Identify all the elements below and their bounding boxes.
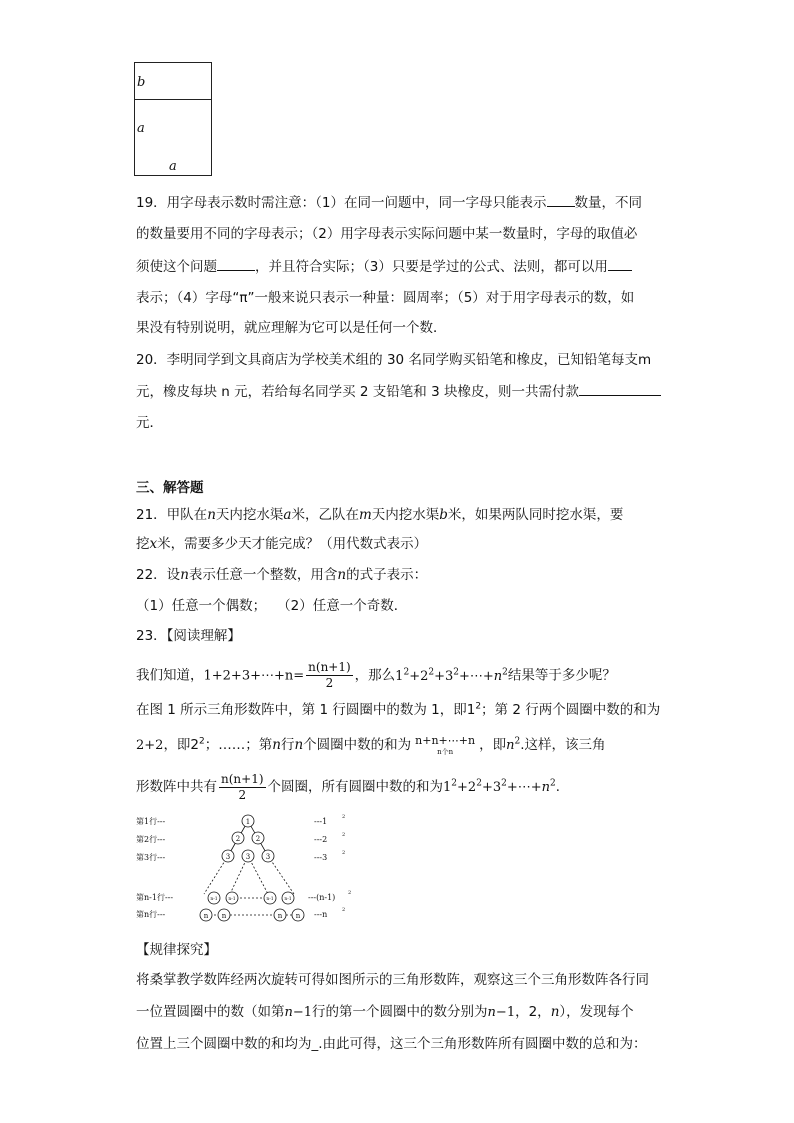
circle-2a: 2 xyxy=(235,835,241,843)
q19-blank-3 xyxy=(608,256,632,271)
q21-line1 xyxy=(136,505,623,525)
q19-text-1a: 19．用字母表示数时需注意：（1）在同一问题中，同一字母只能表示 xyxy=(136,195,547,211)
q20-line1: 20．李明同学到文具商店为学校美术组的 30 名同学购买铅笔和橡皮，已知铅笔每支m xyxy=(136,352,652,368)
q21-text-1a: 21．甲队在 xyxy=(136,507,208,523)
svg-text:2: 2 xyxy=(342,850,346,856)
q21-text-1c: 米，乙队在 xyxy=(291,507,359,523)
q21-text-1d: 天内挖水渠 xyxy=(371,507,440,523)
circle-3a: 3 xyxy=(225,853,231,861)
circle-nb: n xyxy=(221,912,227,920)
q23-frac-3 xyxy=(219,772,266,803)
q22-var-n2: n xyxy=(337,567,347,583)
q21-text-1e: 米，如果两队同时挖水渠，要 xyxy=(447,507,624,523)
q21-var-a: a xyxy=(283,507,292,523)
q23-para3: 2+2，即$2^2$；……；第n行n个圆圈中数的和为 n+n+⋯+n n个n ，即$n^2$.这样，该三角 xyxy=(136,734,606,756)
q23-text-3b: ，即2 xyxy=(163,737,200,753)
q23-text-3e: 个圆圈中数的和为 xyxy=(303,737,412,753)
q23-para2: 在图 1 所示三角形数阵中，第 1 行圆圈中的数为 1，即$1^2$；第 2 行两个圆圈中数的和为 xyxy=(136,701,661,718)
rectangle-divider xyxy=(135,99,211,100)
frac2-top: n+n+⋯+n xyxy=(415,734,476,747)
svg-text:2: 2 xyxy=(342,814,346,820)
q22-line2: （1）任意一个偶数； （2）任意一个奇数． xyxy=(136,598,408,614)
row-label-3: 第3行--- xyxy=(136,853,166,862)
label-b: b xyxy=(137,75,146,90)
svg-text:2: 2 xyxy=(342,832,346,838)
row-sum-1: ---1 xyxy=(314,817,328,826)
q20-line3: 元． xyxy=(136,415,163,431)
row-sum-n: ---n xyxy=(314,910,328,919)
label-a-bottom: a xyxy=(169,159,177,174)
frac3-denominator: 2 xyxy=(238,787,247,802)
q23-para4 xyxy=(136,770,560,805)
circle-n1d: n-1 xyxy=(284,897,292,902)
frac2-bottom: n个n xyxy=(437,748,454,756)
rule-title: 【规律探究】 xyxy=(136,942,217,958)
rule-text-2c: ，2， xyxy=(515,1004,551,1020)
q19-blank-1 xyxy=(547,192,575,207)
q23-text-3d: 行 xyxy=(280,737,295,753)
circle-nd: n xyxy=(295,912,301,920)
row-sum-n1: ---(n-1) xyxy=(308,893,336,902)
q22-var-n: n xyxy=(180,567,189,583)
q19-line5: 果没有特别说明，就应理解为它可以是任何一个数． xyxy=(136,320,447,336)
triangle-number-array-diagram xyxy=(136,812,366,930)
row-label-1: 第1行--- xyxy=(136,817,166,826)
q21-var-x: x xyxy=(149,536,158,552)
row-label-n: 第n行--- xyxy=(136,910,166,919)
q23-squares-expr-2: $1^2+2^2+3^2+\cdots+n^2$. xyxy=(443,778,560,795)
rule-line2: 一位置圆圈中的数（如第n−1行的第一个圆圈中的数分别为n−1，2，n），发现每个 xyxy=(136,1004,634,1020)
label-a-side: a xyxy=(137,121,145,136)
q23-text-4b: 个圆圈，所有圆圈中数的和为 xyxy=(267,779,444,795)
q19-text-3a: 须使这个问题 xyxy=(136,259,217,275)
circle-nc: n xyxy=(277,912,283,920)
row-label-n1: 第n-1行--- xyxy=(136,893,174,902)
q20-blank xyxy=(579,381,661,396)
q23-para1 xyxy=(136,660,616,692)
q19-line4: 表示；（4）字母“π”一般来说只表示一种量：圆周率；（5）对于用字母表示的数，如 xyxy=(136,290,635,306)
row-label-2: 第2行--- xyxy=(136,835,166,844)
q23-text-1a: 我们知道， xyxy=(136,667,204,684)
q23-text-3g: .这样，该三角 xyxy=(520,737,606,753)
q22-line1 xyxy=(136,565,427,585)
svg-text:2: 2 xyxy=(348,890,352,896)
q23-text-2a: 在图 1 所示三角形数阵中，第 1 行圆圈中的数为 1，即1 xyxy=(136,702,476,718)
q19-line2: 的数量要用不同的字母表示；（2）用字母表示实际问题中某一数量时，字母的取值必 xyxy=(136,226,638,242)
q19-line1 xyxy=(136,192,642,213)
q19-text-3b: ，并且符合实际；（3）只要是学过的公式、法则，都可以用 xyxy=(255,259,608,275)
circle-3c: 3 xyxy=(265,853,271,861)
q23-text-4a: 形数阵中共有 xyxy=(136,779,217,795)
circle-n1b: n-1 xyxy=(228,897,236,902)
circle-n1c: n-1 xyxy=(266,897,274,902)
rule-text-2b: 行的第一个圆圈中的数分别为 xyxy=(312,1004,488,1020)
circle-na: n xyxy=(203,912,209,920)
q21-text-2a: 挖 xyxy=(136,536,150,552)
q19-blank-2 xyxy=(217,256,255,271)
q23-text-2b: ；第 2 行两个圆圈中数的和为 xyxy=(481,702,661,718)
frac1-denominator: 2 xyxy=(325,676,334,690)
q23-text-3f: ，即 xyxy=(479,737,507,753)
q23-expr-2plus2: 2+2 xyxy=(136,738,164,753)
q22-text-1b: 表示任意一个整数，用含 xyxy=(188,567,338,583)
q23-text-1c: 结果等于多少呢？ xyxy=(507,667,616,684)
frac1-numerator: n(n+1) xyxy=(308,660,351,674)
q19-text-1b: 数量，不同 xyxy=(574,195,643,211)
q20-text-2: 元，橡皮每块 n 元，若给每名同学买 2 支铅笔和 3 块橡皮，则一共需付款 xyxy=(136,384,579,400)
q21-var-b: b xyxy=(439,507,448,523)
q19-line3 xyxy=(136,256,632,277)
rectangle-figure xyxy=(134,62,212,176)
q21-var-m: m xyxy=(358,507,372,523)
rule-line1: 将桑掌教学数阵经两次旋转可得如图所示的三角形数阵，观察这三个三角形数阵各行同 xyxy=(136,972,649,988)
circle-3b: 3 xyxy=(245,853,251,861)
q21-var-n: n xyxy=(207,507,216,523)
rule-line3: 位置上三个圆圈中数的和均为_.由此可得，这三个三角形数阵所有圆圈中数的总和为： xyxy=(136,1036,647,1052)
rule-text-2d: ），发现每个 xyxy=(559,1004,634,1020)
q23-squares-expr: $1^2+2^2+3^2+\cdots+n^2$ xyxy=(395,667,508,684)
circle-1: 1 xyxy=(245,818,251,826)
section-title: 三、解答题 xyxy=(136,480,204,496)
circle-n1a: n-1 xyxy=(210,897,218,902)
q21-line2 xyxy=(136,534,427,554)
q20-line2 xyxy=(136,381,661,402)
q23-frac-1 xyxy=(306,660,353,691)
q21-text-2b: 米，需要多少天才能完成？（用代数式表示） xyxy=(157,536,428,552)
q22-text-1c: 的式子表示： xyxy=(346,567,428,583)
rule-text-2a: 一位置圆圈中的数（如第 xyxy=(136,1004,285,1020)
frac3-numerator: n(n+1) xyxy=(221,771,264,786)
q23-text-3c: ；……；第 xyxy=(204,737,273,753)
q23-frac-2 xyxy=(413,733,477,757)
q23-sum-expr: 1+2+3+⋯+n= xyxy=(203,668,305,684)
circle-2b: 2 xyxy=(255,835,261,843)
q23-title: 23．【阅读理解】 xyxy=(136,628,241,644)
row-sum-2: ---2 xyxy=(314,835,328,844)
svg-text:2: 2 xyxy=(342,907,346,913)
row-sum-3: ---3 xyxy=(314,853,328,862)
q21-text-1b: 天内挖水渠 xyxy=(215,507,284,523)
q23-text-1b: ，那么 xyxy=(354,667,396,684)
q22-text-1a: 22．设 xyxy=(136,567,181,583)
